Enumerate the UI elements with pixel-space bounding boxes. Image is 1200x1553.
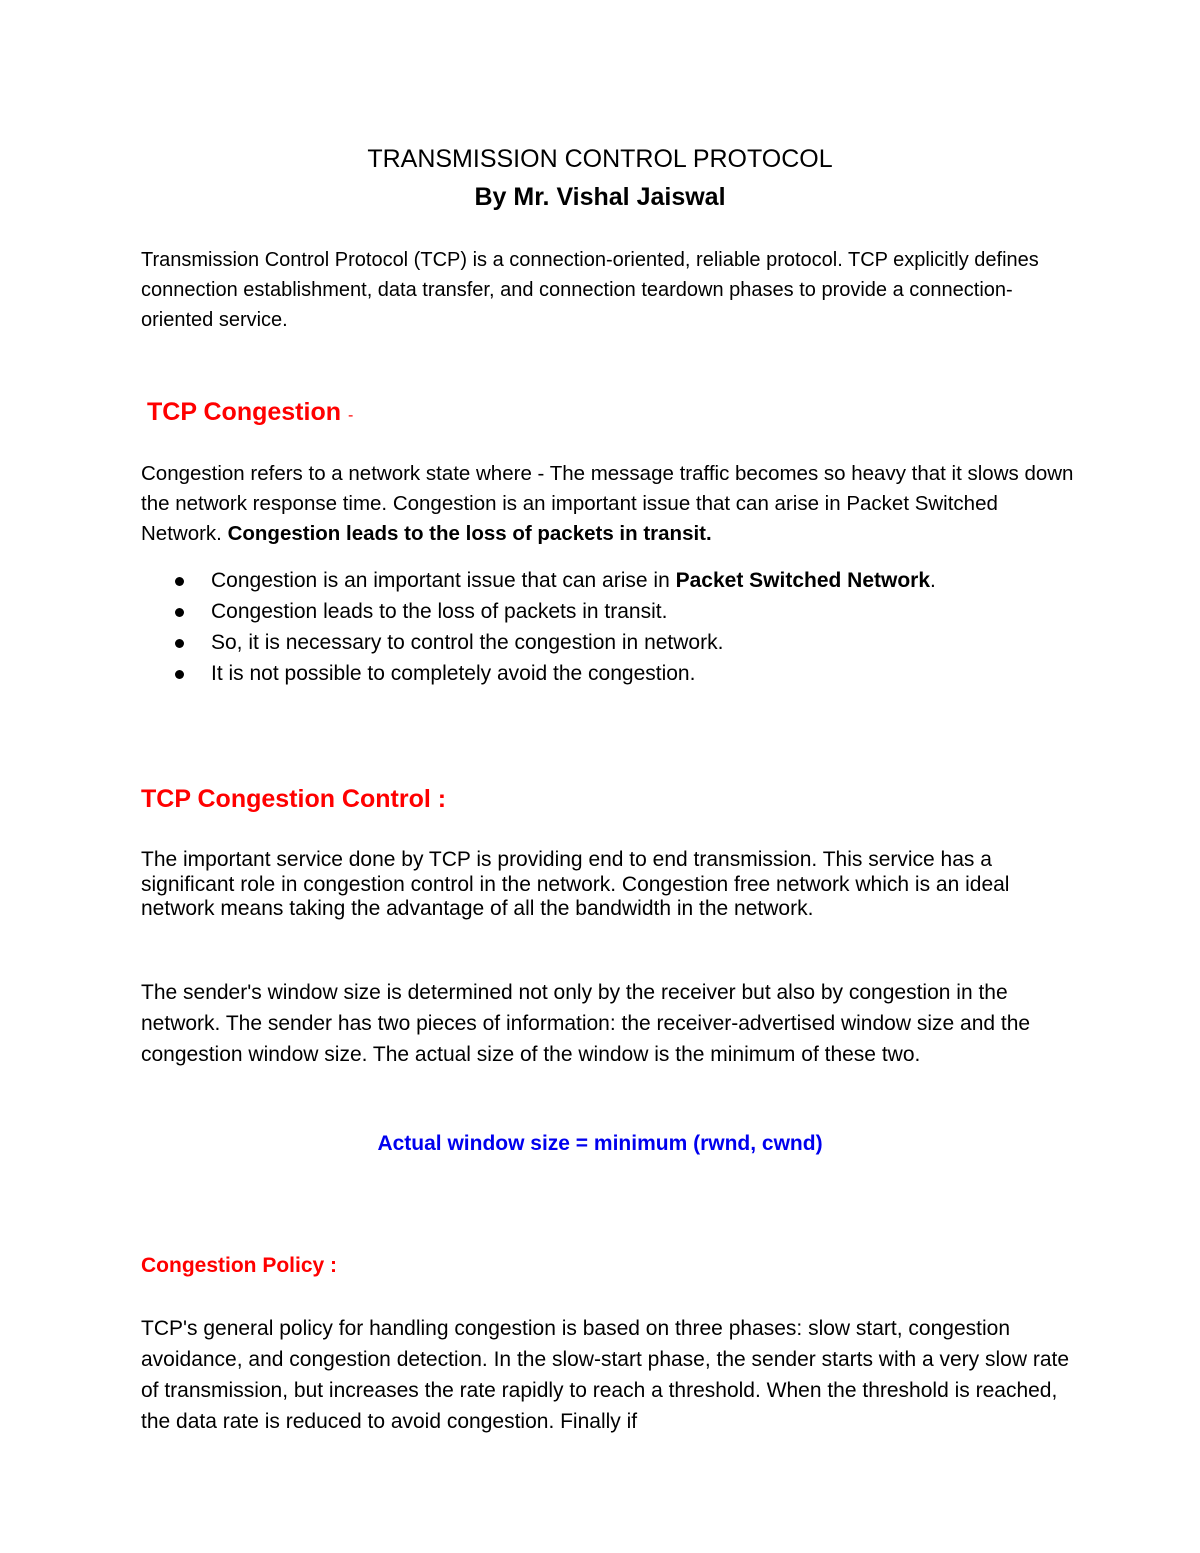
policy-paragraph: TCP's general policy for handling congestion is based on three phases: slow start, congestion avoidance, and congestion detection. In the slow-start phase, the sender starts with a very slow rate of transmission, but increases the rate rapidly to reach a threshold. When the threshold is reached, the data rate is reduced to avoid congestion. Finally if (141, 1317, 1070, 1433)
document-author: By Mr. Vishal Jaiswal (474, 183, 726, 211)
tcp-congestion-heading-dash: - (347, 407, 354, 424)
bullet-icon (175, 577, 184, 586)
tcp-congestion-heading (147, 397, 353, 431)
bullet-text: It is not possible to completely avoid the congestion. (211, 662, 696, 685)
window-size-formula: Actual window size = minimum (rwnd, cwnd) (377, 1132, 823, 1155)
list-item (175, 627, 1075, 658)
bullet-bold-text: Packet Switched Network (675, 569, 931, 592)
control-paragraph-1: The important service done by TCP is providing end to end transmission. This service has a significant role in congestion control in the network. Congestion free network which is an ideal network means taking the advantage of all the bandwidth in the network. (141, 848, 1010, 920)
intro-paragraph: Transmission Control Protocol (TCP) is a connection-oriented, reliable protocol. TCP explicitly defines connection establishment, data transfer, and connection teardown phases to provide a connection-oriented service. (141, 249, 1039, 331)
congestion-paragraph (141, 459, 1081, 549)
bullet-icon (175, 670, 184, 679)
list-item (175, 596, 1075, 627)
bullet-text: So, it is necessary to control the congestion in network. (211, 631, 724, 654)
bullet-text: Congestion is an important issue that can arise in (211, 569, 676, 592)
bullet-icon (175, 608, 184, 617)
congestion-paragraph-text: Congestion refers to a network state where - The message traffic becomes so heavy that it slows down the network response time. Congestion is an important issue that can arise in Packet Switched Network. (141, 462, 1074, 545)
bullet-text: Congestion leads to the loss of packets in transit. (211, 600, 668, 623)
document-title: TRANSMISSION CONTROL PROTOCOL (367, 145, 833, 173)
congestion-paragraph-bold: Congestion leads to the loss of packets in transit. (227, 522, 712, 545)
control-paragraph-2: The sender's window size is determined not only by the receiver but also by congestion in the network. The sender has two pieces of information: the receiver-advertised window size and the congestion window size. The actual size of the window is the minimum of these two. (141, 981, 1031, 1066)
tcp-congestion-heading-text: TCP Congestion (147, 398, 341, 426)
bullet-icon (175, 639, 184, 648)
list-item (175, 658, 1075, 689)
congestion-bullet-list (175, 565, 1075, 689)
tcp-congestion-control-heading: TCP Congestion Control : (141, 785, 447, 813)
bullet-tail: . (930, 569, 936, 592)
list-item (175, 565, 1075, 596)
congestion-policy-heading: Congestion Policy : (141, 1254, 338, 1277)
